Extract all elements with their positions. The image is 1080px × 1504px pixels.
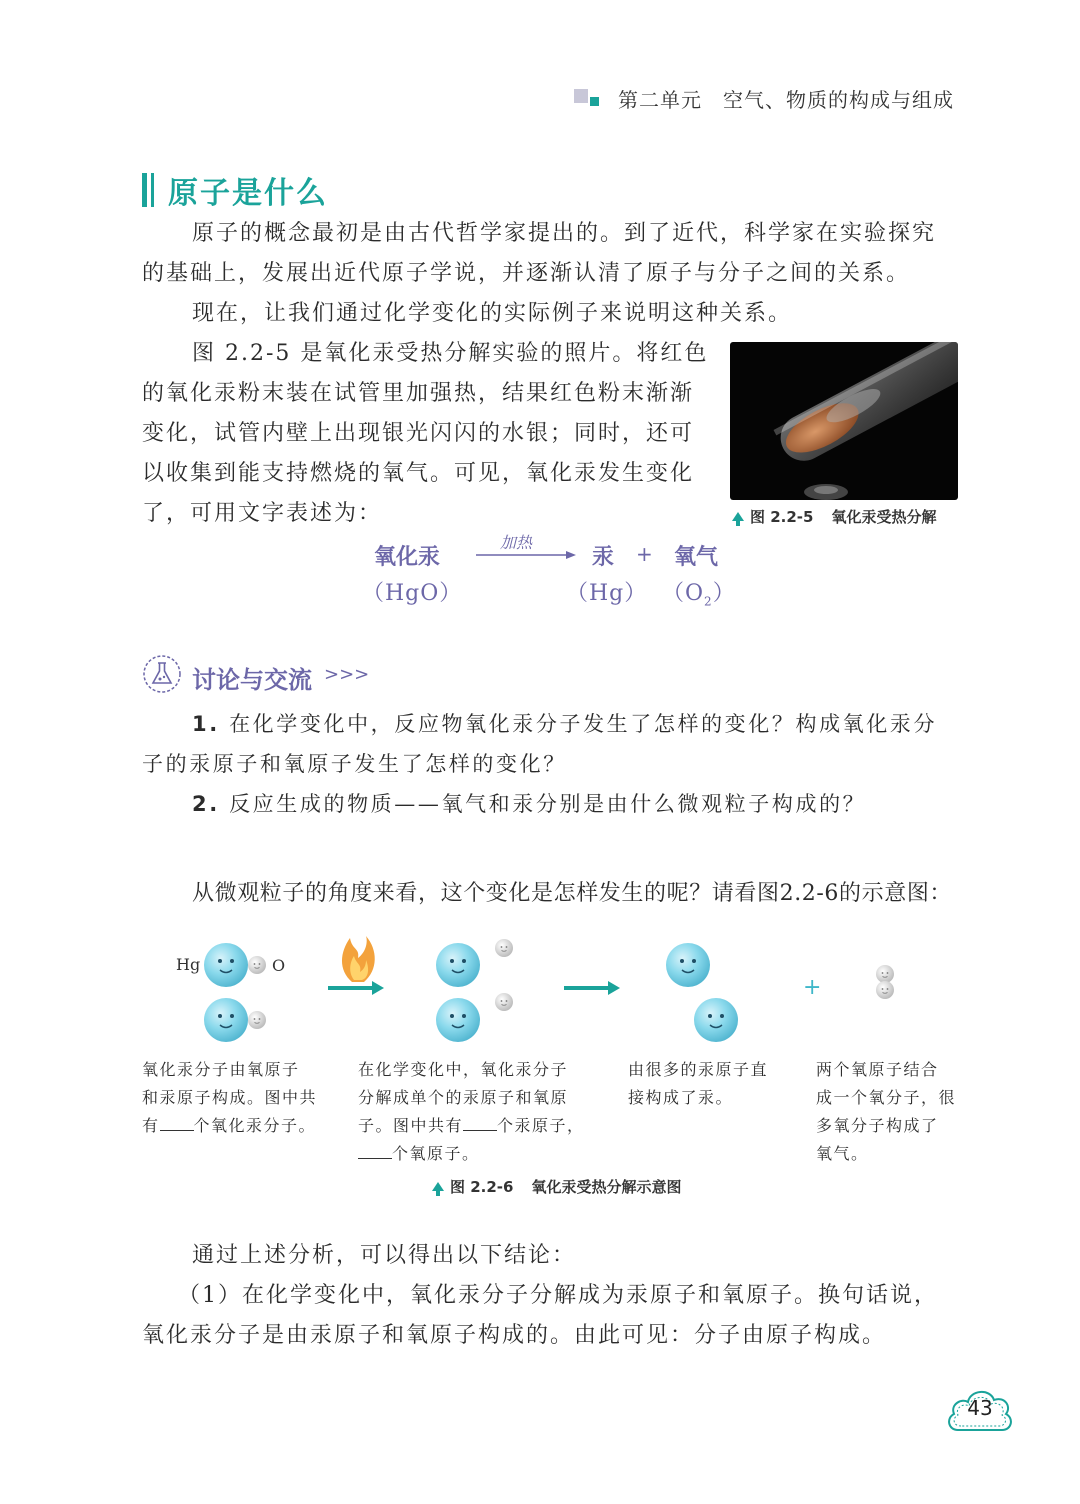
- equation-reactant-formula: （HgO）: [362, 581, 463, 606]
- o-atom-icon: [248, 956, 266, 974]
- conclusion-intro: 通过上述分析，可以得出以下结论：: [192, 1243, 577, 1268]
- heading-bar-icon: [142, 173, 154, 207]
- equation-plus: +: [636, 542, 653, 566]
- caption-text: 氧化汞受热分解示意图: [531, 1178, 682, 1196]
- caption-arrow-icon: [732, 512, 744, 521]
- o-label: O: [272, 956, 286, 975]
- discussion-title: 讨论与交流: [192, 666, 312, 694]
- diagram-caption-2: 在化学变化中，氧化汞分子 分解成单个的汞原子和氧原 子。图中共有 个汞原子， 个氧原子。: [358, 1060, 585, 1163]
- diagram-caption-3: 由很多的汞原子直 接构成了汞。: [628, 1060, 769, 1107]
- paragraph-line: 现在，让我们通过化学变化的实际例子来说明这种关系。: [192, 301, 793, 326]
- answer-blank[interactable]: [160, 1116, 194, 1131]
- equation-reactant: 氧化汞: [374, 545, 441, 570]
- page-number-badge: [944, 1384, 1016, 1436]
- caption-text: 氧化汞受热分解: [831, 508, 937, 526]
- decomposition-diagram: [140, 930, 960, 1050]
- paragraph-line: 变化，试管内壁上出现银光闪闪的水银；同时，还可: [142, 421, 695, 446]
- question-2: 2. 反应生成的物质——氧气和汞分别是由什么微观粒子构成的？: [192, 792, 867, 816]
- equation-product1-formula: （Hg）: [566, 581, 648, 606]
- paragraph-line: 以收集到能支持燃烧的氧气。可见，氧化汞发生变化: [142, 461, 695, 486]
- diagram-caption-1: 氧化汞分子由氧原子 和汞原子构成。图中共 有 个氧化汞分子。: [142, 1060, 318, 1135]
- arrow-icon: [564, 981, 620, 995]
- caption-number: 图 2.2-5: [750, 508, 814, 526]
- diagram-caption-4: 两个氧原子结合 成一个氧分子，很 多氧分子构成了 氧气。: [816, 1060, 957, 1163]
- paragraph-line: 了，可用文字表述为：: [142, 501, 383, 526]
- answer-blank[interactable]: [358, 1144, 392, 1159]
- section-title: 原子是什么: [168, 176, 328, 211]
- paragraph-line: 图 2.2-5 是氧化汞受热分解实验的照片。将红色: [192, 341, 709, 366]
- paragraph-line: 的基础上，发展出近代原子学说，并逐渐认清了原子与分子之间的关系。: [142, 261, 911, 286]
- photo-caption: [732, 506, 936, 527]
- question-1: 1. 在化学变化中，反应物氧化汞分子发生了怎样的变化？构成氧化汞分: [192, 712, 938, 736]
- unit-header: [574, 84, 954, 112]
- unit-title: 第二单元 空气、物质的构成与组成: [618, 87, 954, 112]
- caption-arrow-icon: [432, 1182, 444, 1191]
- question-1-cont: 子的汞原子和氧原子发生了怎样的变化？: [142, 752, 567, 776]
- caption-number: 图 2.2-6: [450, 1178, 514, 1196]
- conclusion-line: （1）在化学变化中，氧化汞分子分解成为汞原子和氧原子。换句话说，: [178, 1283, 938, 1308]
- diagram-intro: 从微观粒子的角度来看，这个变化是怎样发生的呢？请看图2.2-6的示意图：: [192, 881, 953, 906]
- equation-arrow-icon: [476, 548, 576, 562]
- conclusion-line: 氧化汞分子是由汞原子和氧原子构成的。由此可见：分子由原子构成。: [142, 1323, 887, 1348]
- flask-icon: [142, 654, 182, 694]
- paragraph-line: 原子的概念最初是由古代哲学家提出的。到了近代，科学家在实验探究: [192, 221, 937, 246]
- equation-product2-formula: $(O_2)$: [662, 581, 736, 609]
- arrow-icon: [328, 981, 384, 995]
- diagram-plus: +: [803, 975, 822, 1000]
- hg-atom-icon: [204, 943, 248, 987]
- section-heading: [142, 168, 328, 212]
- o2-molecule-icon: [876, 965, 894, 983]
- discussion-chevrons: >>>: [324, 664, 370, 685]
- paragraph-line: 的氧化汞粉末装在试管里加强热，结果红色粉末渐渐: [142, 381, 695, 406]
- hg-label: Hg: [176, 955, 201, 974]
- equation-product2: 氧气: [674, 545, 719, 570]
- test-tube-photo: [730, 342, 958, 500]
- answer-blank[interactable]: [463, 1116, 497, 1131]
- page-number: 43: [967, 1396, 993, 1420]
- header-squares-icon: [574, 87, 604, 109]
- flame-icon: [342, 936, 375, 982]
- equation-condition: 加热: [500, 533, 533, 552]
- figure-caption: [432, 1176, 681, 1197]
- equation-product1: 汞: [592, 545, 615, 570]
